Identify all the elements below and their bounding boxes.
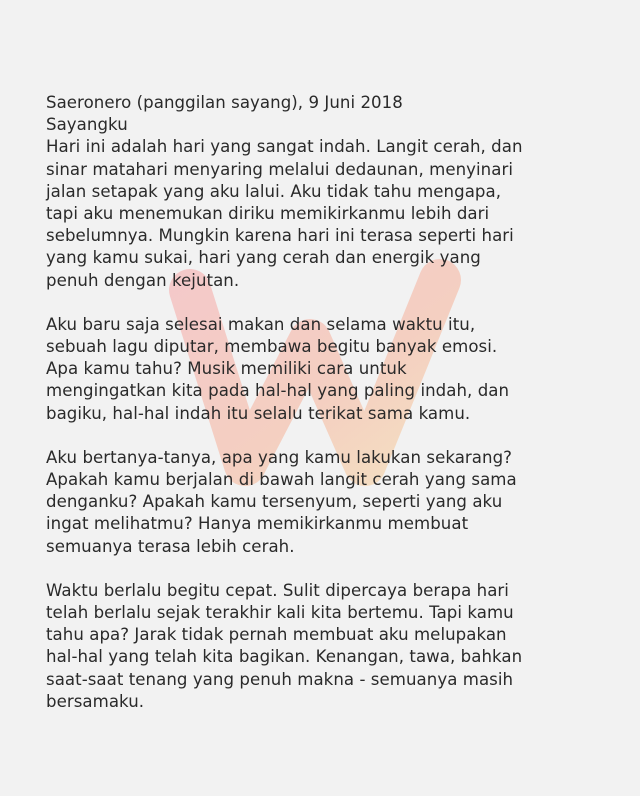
letter-body	[46, 92, 616, 713]
text-line: saat-saat tenang yang penuh makna - semuanya masih	[46, 669, 514, 689]
paragraph	[46, 314, 616, 425]
text-line: sebelumnya. Mungkin karena hari ini terasa seperti hari	[46, 226, 514, 246]
text-line: semuanya terasa lebih cerah.	[46, 536, 295, 556]
text-line: hal-hal yang telah kita bagikan. Kenangan, tawa, bahkan	[46, 647, 523, 667]
text-line: sebuah lagu diputar, membawa begitu banyak emosi.	[46, 337, 498, 357]
text-line: Apa kamu tahu? Musik memiliki cara untuk	[46, 359, 407, 379]
text-line: Aku bertanya-tanya, apa yang kamu lakukan sekarang?	[46, 447, 513, 467]
text-line: bagiku, hal-hal indah itu selalu terikat sama kamu.	[46, 403, 471, 423]
text-line: Waktu berlalu begitu cepat. Sulit dipercaya berapa hari	[46, 580, 509, 600]
paragraph	[46, 136, 616, 291]
text-line: Apakah kamu berjalan di bawah langit cerah yang sama	[46, 470, 517, 490]
paragraph	[46, 447, 616, 558]
text-line: denganku? Apakah kamu tersenyum, seperti yang aku	[46, 492, 503, 512]
paragraph	[46, 580, 616, 713]
text-line: tapi aku menemukan diriku memikirkanmu lebih dari	[46, 204, 490, 224]
text-line: sinar matahari menyaring melalui dedaunan, menyinari	[46, 159, 513, 179]
text-line: Hari ini adalah hari yang sangat indah. Langit cerah, dan	[46, 137, 523, 157]
text-line: bersamaku.	[46, 691, 145, 711]
text-line: jalan setapak yang aku lalui. Aku tidak tahu mengapa,	[46, 181, 502, 201]
text-line: ingat melihatmu? Hanya memikirkanmu membuat	[46, 514, 469, 534]
text-line: Aku baru saja selesai makan dan selama waktu itu,	[46, 314, 476, 334]
text-line: penuh dengan kejutan.	[46, 270, 240, 290]
text-line: tahu apa? Jarak tidak pernah membuat aku melupakan	[46, 625, 507, 645]
text-line: telah berlalu sejak terakhir kali kita bertemu. Tapi kamu	[46, 603, 514, 623]
letter-salutation: Sayangku	[46, 115, 128, 135]
text-line: yang kamu sukai, hari yang cerah dan energik yang	[46, 248, 481, 268]
text-line: mengingatkan kita pada hal-hal yang paling indah, dan	[46, 381, 510, 401]
letter-header: Saeronero (panggilan sayang), 9 Juni 2018	[46, 93, 403, 112]
